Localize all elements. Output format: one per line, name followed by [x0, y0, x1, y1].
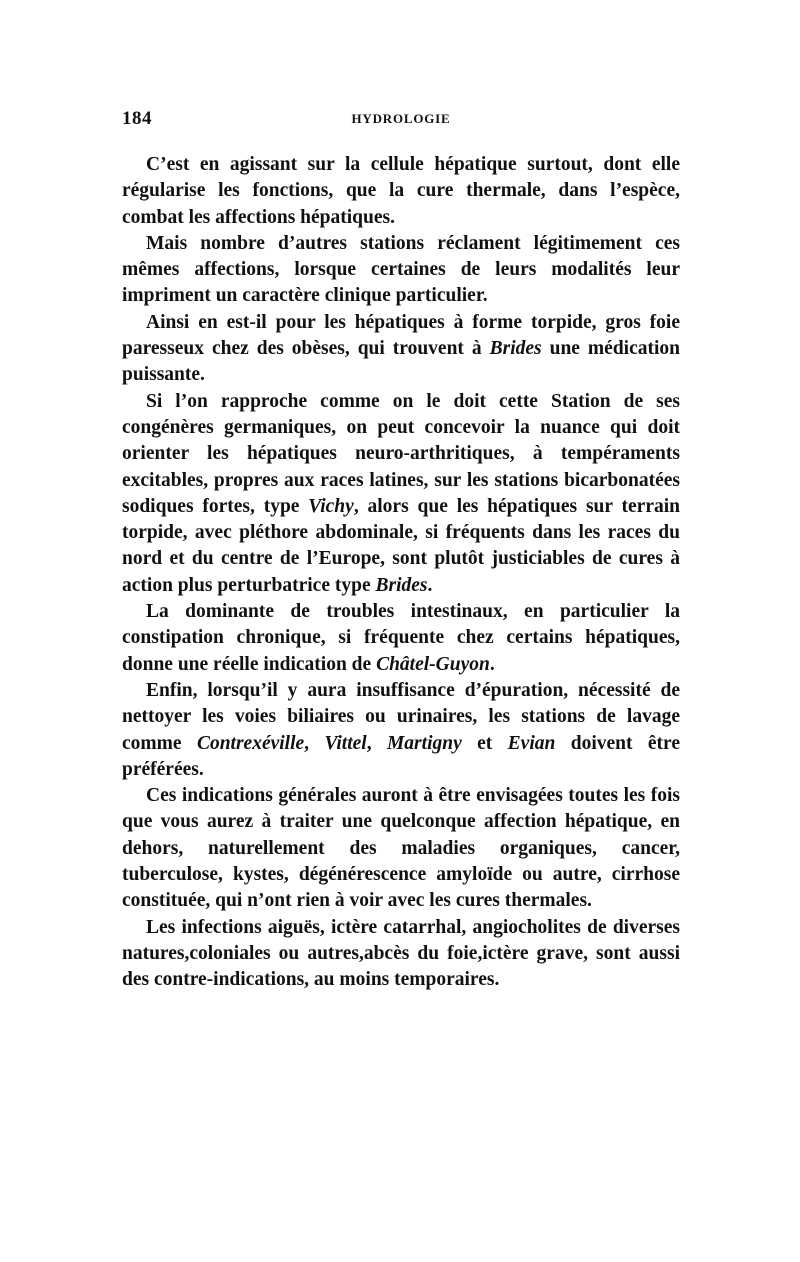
paragraph [122, 678, 680, 783]
paragraph [122, 231, 680, 310]
paragraph [122, 152, 680, 231]
italic-place-name: Vittel [324, 732, 367, 754]
page-header [122, 108, 680, 138]
text-run: Si l’on rapproche comme on le doit cette Station de ses congénères germaniques, on peut concevoir la nuance qui doit orienter les hépatiques neuro-arthritiques, à tempéraments excitables, propres aux races latines, sur les stations bicarbonatées sodiques fortes, type [122, 390, 680, 517]
text-run: . [489, 653, 495, 675]
text-run: et [461, 732, 508, 754]
text-run: , [304, 732, 325, 754]
paragraph [122, 915, 680, 994]
paragraph [122, 783, 680, 914]
book-page [122, 108, 680, 994]
text-run: doivent être préférées. [122, 732, 680, 780]
text-run: une médication puissante. [122, 338, 680, 386]
page-number: 184 [122, 108, 152, 129]
text-run: , alors que les hépatiques sur terrain torpide, avec pléthore abdominale, si fréquents dans les races du nord et du centre de l’Europe, sont plutôt justiciables de cures à action plus perturbatrice type [122, 495, 680, 596]
paragraph [122, 389, 680, 599]
text-run: . [427, 574, 433, 596]
italic-place-name: Martigny [386, 732, 462, 754]
body-text [122, 152, 680, 994]
text-run: La dominante de troubles intestinaux, en particulier la constipation chronique, si fréquente chez certains hépatiques, donne une réelle indication de [122, 601, 680, 675]
italic-place-name: Vichy [308, 495, 354, 517]
text-run: Ces indications générales auront à être envisagées toutes les fois que vous aurez à traiter une quelconque affection hépatique, en dehors, naturellement des maladies organiques, cancer, tuberculose, kystes, dégénérescence amyloïde ou autre, cirrhose constituée, qui n’ont rien à voir avec les cures thermales. [122, 785, 680, 912]
text-run: Ainsi en est-il pour les hépatiques à forme torpide, gros foie paresseux chez des obèses, qui trouvent à [122, 311, 680, 360]
italic-place-name: Evian [507, 732, 556, 754]
text-run: Les infections aiguës, ictère catarrhal, angiocholites de diverses natures,coloniales ou autres,abcès du foie,ictère grave, sont aussi des contre-indications, au moins temporaires. [122, 916, 680, 991]
text-run: Enfin, lorsqu’il y aura insuffisance d’épuration, nécessité de nettoyer les voies biliaires ou urinaires, les stations de lavage comme [122, 679, 680, 754]
italic-place-name: Brides [375, 574, 428, 596]
paragraph [122, 310, 680, 389]
italic-place-name: Châtel-Guyon [376, 653, 490, 675]
running-title: HYDROLOGIE [351, 111, 451, 126]
text-run: , [366, 732, 387, 754]
paragraph [122, 599, 680, 678]
italic-place-name: Contrexéville [196, 732, 305, 754]
text-run: C’est en agissant sur la cellule hépatique surtout, dont elle régularise les fonctions, que la cure thermale, dans l’espèce, combat les affections hépatiques. [122, 154, 680, 228]
italic-place-name: Brides [489, 338, 542, 360]
text-run: Mais nombre d’autres stations réclament légitimement ces mêmes affections, lorsque certaines de leurs modalités leur impriment un caractère clinique particulier. [122, 232, 680, 307]
